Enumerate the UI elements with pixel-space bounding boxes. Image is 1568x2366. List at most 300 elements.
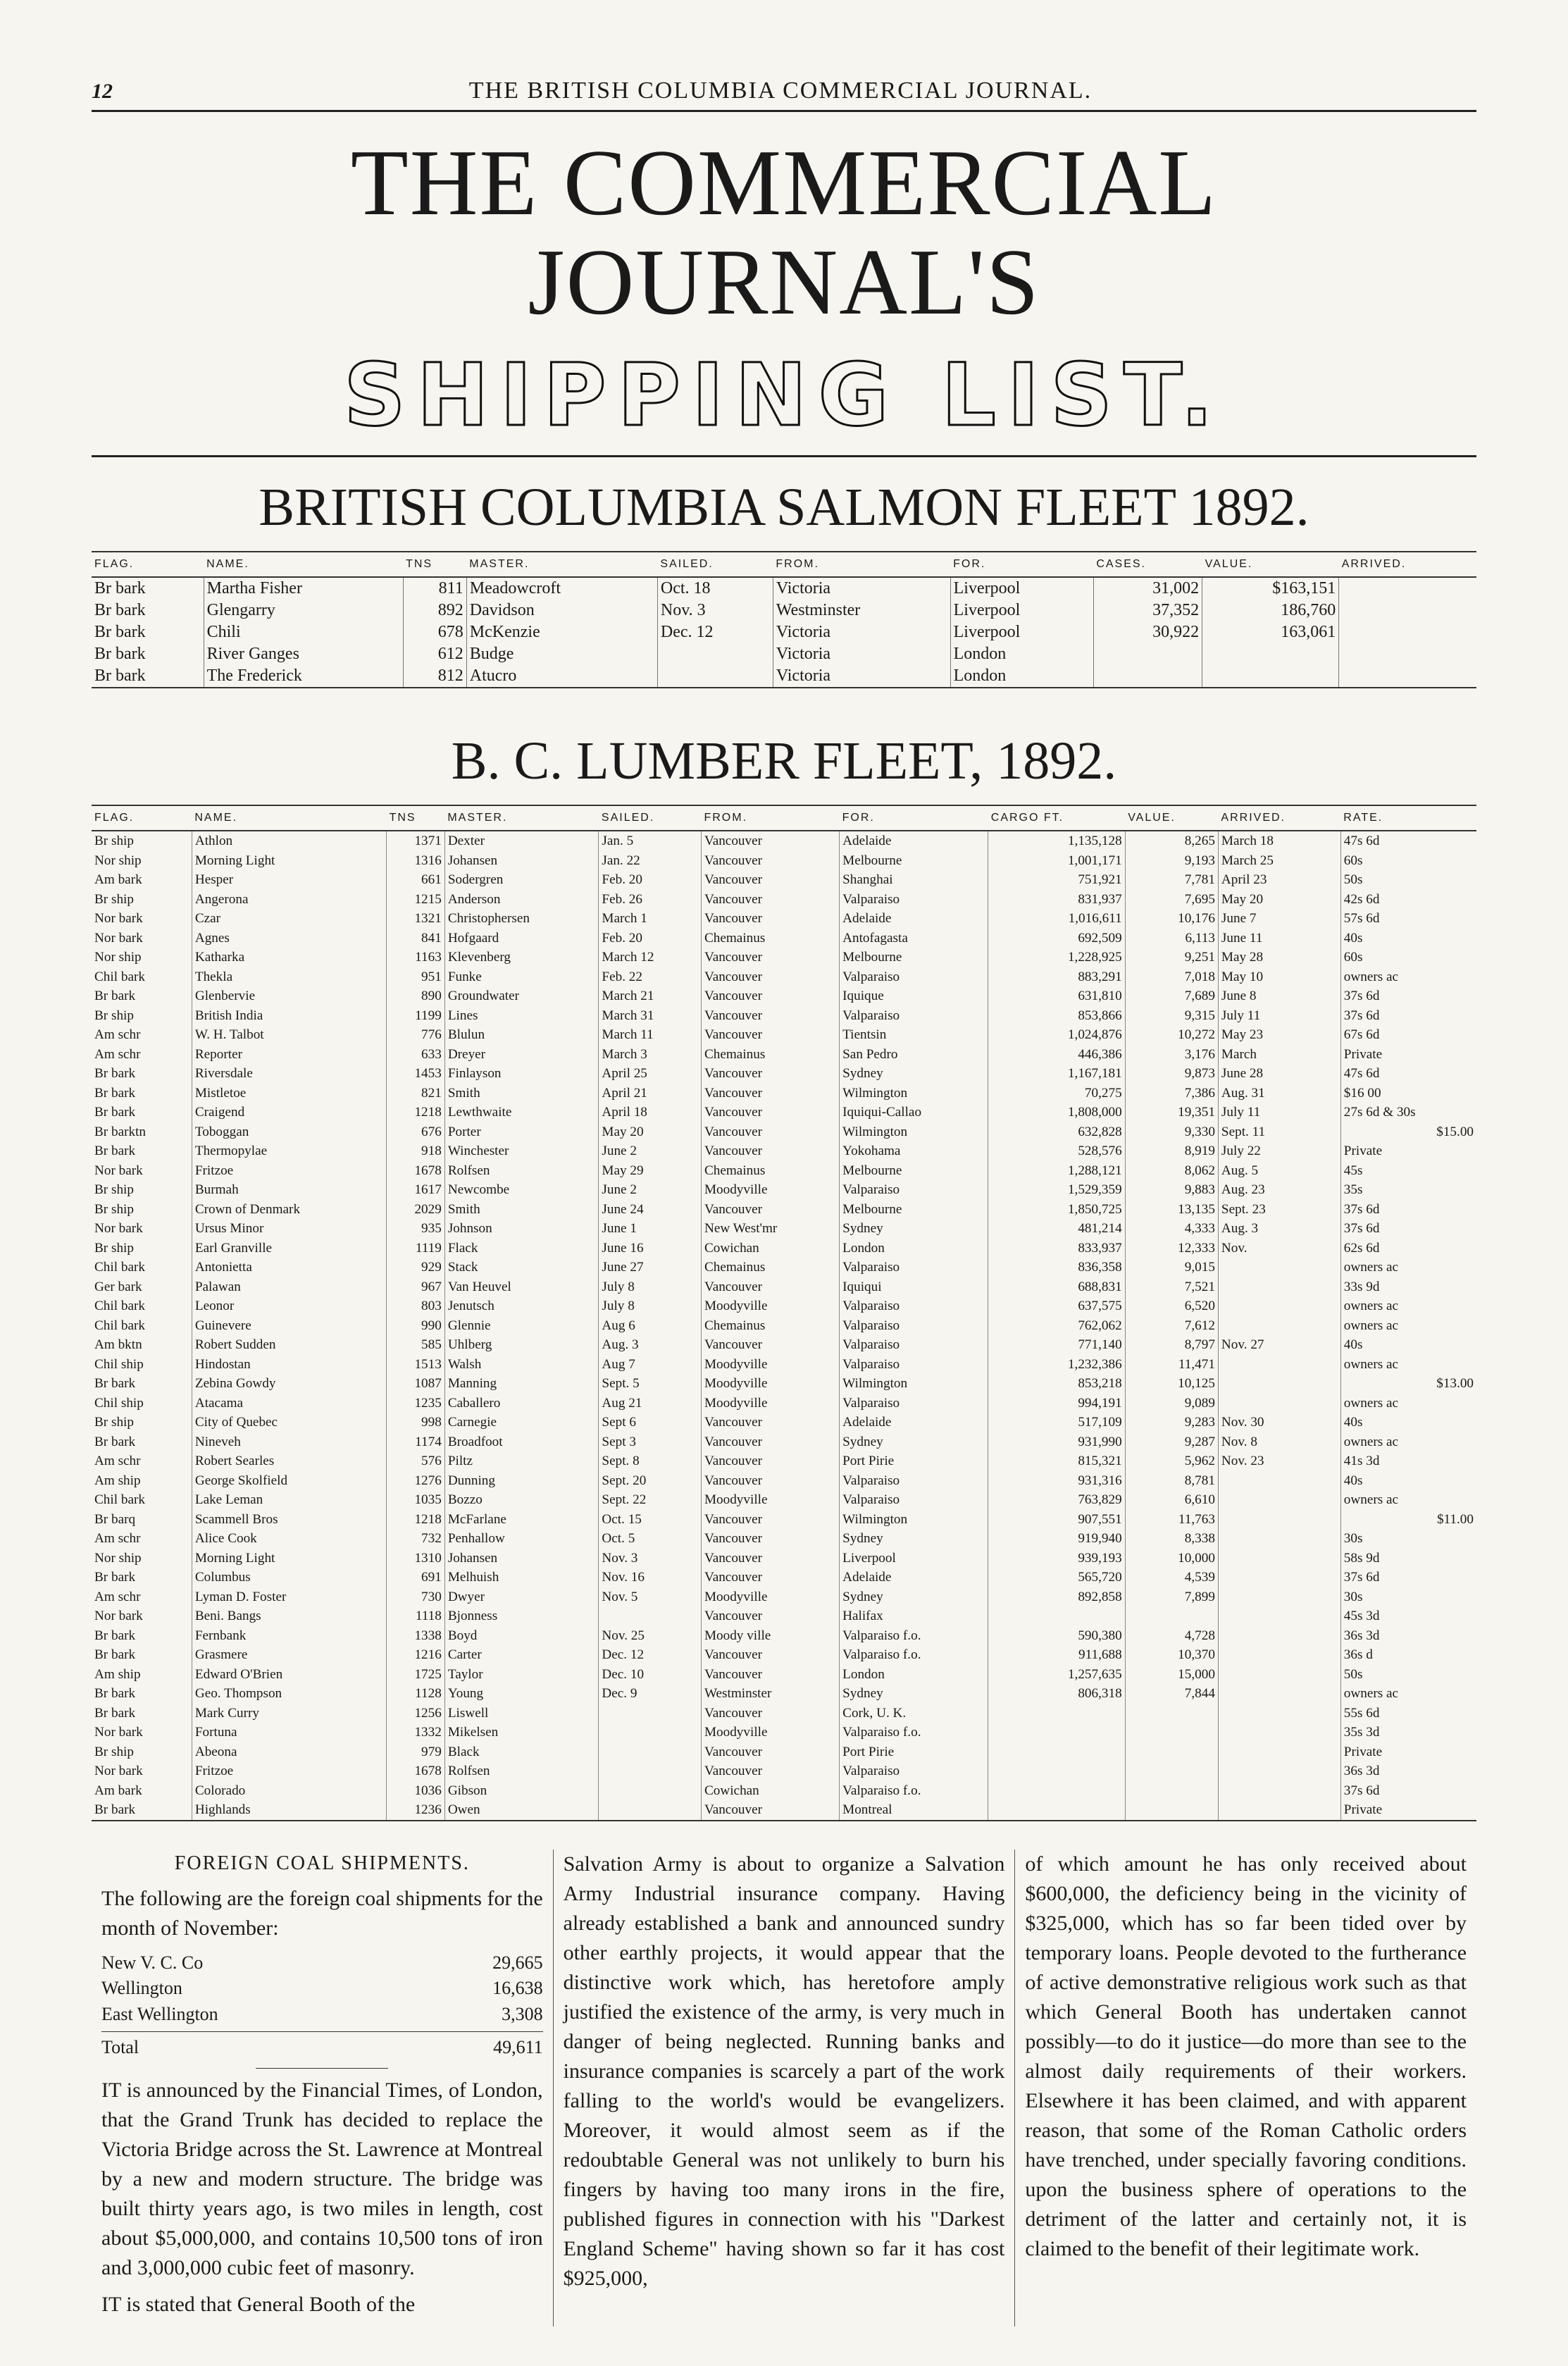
table-cell: Chemainus [701,929,839,948]
table-cell: 9,089 [1125,1394,1218,1413]
article-booth-continued: of which amount he has only received about $600,000, the deficiency being in the vicinity of $325,000, which has so far been tided over by temporary loans. People devoted to the furtherance of active demonstrative religious work such as that which General Booth has undertaken cannot possibly—to do it justice—do more than see to the almost daily requirements of their workers. Elsewhere it has been claimed, and with apparent reason, that some of the Roman Catholic orders have trenched, under specially favoring conditions. upon the business sphere of operations to the detriment of the latter and certainly not, it is claimed to the benefit of their legitimate work. [1025,1852,1467,2260]
table-cell: Vancouver [701,909,839,929]
table-cell: 6,520 [1125,1296,1218,1316]
table-cell: Victoria [773,621,950,643]
table-cell: 688,831 [988,1277,1125,1297]
table-cell: 1,232,386 [988,1355,1125,1375]
table-cell: 10,125 [1125,1374,1218,1394]
table-cell: July 8 [599,1277,702,1297]
table-cell: Port Pirie [840,1742,988,1762]
table-cell: 36s 3d [1340,1761,1476,1781]
table-cell: 36s d [1340,1645,1476,1665]
table-cell: Highlands [192,1800,386,1821]
table-cell: 1,808,000 [988,1103,1125,1122]
table-cell: Funke [444,967,599,987]
table-cell [988,1742,1125,1762]
table-cell: Am schr [94,1046,141,1062]
table-cell: 7,781 [1125,870,1218,890]
table-cell: Sydney [840,1219,988,1239]
table-cell [599,1723,702,1742]
coal-intro: The following are the foreign coal shipments for the month of November: [101,1887,543,1940]
table-cell: 7,386 [1125,1084,1218,1103]
table-cell: 1316 [387,851,445,871]
table-cell: 1218 [387,1510,445,1530]
table-cell: 1,167,181 [988,1064,1125,1084]
table-cell: 1087 [387,1374,445,1394]
table-cell: 35s [1340,1180,1476,1200]
table-cell: 5,962 [1125,1451,1218,1471]
table-cell: Victoria [773,665,950,688]
table-cell: Moodyville [701,1180,839,1200]
table-row [92,1587,1476,1607]
table-cell: Smith [444,1200,599,1220]
lumber-header-cell: SAILED. [599,805,702,831]
table-row [92,1510,1476,1530]
table-cell: Melbourne [840,851,988,871]
table-cell: Vancouver [701,1761,839,1781]
table-row [92,1490,1476,1510]
table-cell: 836,358 [988,1258,1125,1277]
table-cell: 45s 3d [1340,1606,1476,1626]
table-cell: June 28 [1218,1064,1340,1084]
table-cell: 585 [387,1335,445,1355]
table-cell: Feb. 20 [599,929,702,948]
lumber-header-cell: ARRIVED. [1218,805,1340,831]
table-cell: Valparaiso [840,1258,988,1277]
table-cell: Van Heuvel [444,1277,599,1297]
table-cell: Robert Searles [192,1451,386,1471]
table-cell: 8,265 [1125,831,1218,851]
table-cell: April 25 [599,1064,702,1084]
table-cell: Christophersen [444,909,599,929]
table-cell: 7,018 [1125,967,1218,987]
table-cell [599,1742,702,1762]
table-cell: Vancouver [701,890,839,910]
table-cell: Dec. 9 [599,1684,702,1704]
table-cell: Chemainus [701,1045,839,1065]
table-cell: Dwyer [444,1587,599,1607]
table-cell: 40s [1340,1471,1476,1491]
table-cell: 1,001,171 [988,851,1125,871]
table-cell: Nov. [1218,1239,1340,1258]
table-cell: 8,781 [1125,1471,1218,1491]
table-cell: Vancouver [701,1645,839,1665]
article-column-2 [553,1850,1015,2327]
table-cell: Hofgaard [444,929,599,948]
running-header [92,78,1476,112]
table-cell: 911,688 [988,1645,1125,1665]
table-cell: The Frederick [204,665,403,688]
table-cell: Zebina Gowdy [192,1374,386,1394]
table-cell: Chil ship [94,1356,144,1372]
table-cell: Valparaiso [840,1006,988,1026]
table-cell: 9,287 [1125,1432,1218,1452]
table-cell: 10,176 [1125,909,1218,929]
table-cell: 1235 [387,1394,445,1413]
table-cell: Dec. 12 [657,621,773,643]
table-cell [1218,1510,1340,1530]
table-cell: 9,193 [1125,851,1218,871]
table-cell: owners ac [1340,1316,1476,1336]
table-cell: 806,318 [988,1684,1125,1704]
table-cell: 907,551 [988,1510,1125,1530]
table-cell: 41s 3d [1340,1451,1476,1471]
table-cell: 1,024,876 [988,1025,1125,1045]
table-cell: May 23 [1218,1025,1340,1045]
table-cell: 186,760 [1202,600,1339,621]
table-cell [1218,1800,1340,1821]
table-cell: June 8 [1218,986,1340,1006]
table-cell [1218,1742,1340,1762]
table-cell: Stack [444,1258,599,1277]
journal-title: THE BRITISH COLUMBIA COMMERCIAL JOURNAL. [468,78,1093,104]
table-cell: 1338 [387,1626,445,1646]
table-cell: Br bark [94,1376,136,1392]
table-cell: Vancouver [701,1471,839,1491]
table-cell: 990 [387,1316,445,1336]
table-row [92,1316,1476,1336]
table-cell [1218,1258,1340,1277]
table-cell: 9,015 [1125,1258,1218,1277]
lumber-header-cell: MASTER. [444,805,599,831]
table-cell: 30,922 [1093,621,1202,643]
table-cell [1202,665,1339,688]
table-cell: Angerona [192,890,386,910]
table-cell: Chil bark [94,1299,145,1314]
table-row [92,1394,1476,1413]
coal-item [101,1976,543,2001]
table-row [92,929,1476,948]
table-cell: March 1 [599,909,702,929]
table-cell: Chemainus [701,1258,839,1277]
table-cell: March 18 [1218,831,1340,851]
table-cell: Moodyville [701,1587,839,1607]
table-row [92,1549,1476,1568]
table-cell: 37s 6d [1340,1200,1476,1220]
table-cell: Vancouver [701,1704,839,1723]
table-cell: Vancouver [701,1122,839,1142]
table-cell [1218,1374,1340,1394]
table-cell [1218,1761,1340,1781]
table-cell: Vancouver [701,1103,839,1122]
table-cell: Am bktn [94,1337,142,1353]
table-row [92,1626,1476,1646]
table-cell: Sydney [840,1064,988,1084]
table-cell: Glengarry [204,600,403,621]
table-cell: 1,257,635 [988,1665,1125,1685]
table-cell: 58s 9d [1340,1549,1476,1568]
table-cell: 4,539 [1125,1568,1218,1587]
table-cell: Yokohama [840,1141,988,1161]
table-cell: 1,135,128 [988,831,1125,851]
table-cell: Aug. 3 [1218,1219,1340,1239]
table-cell: 637,575 [988,1296,1125,1316]
table-cell: Aug 21 [599,1394,702,1413]
table-cell [1125,1800,1218,1821]
table-cell: Aug 6 [599,1316,702,1336]
table-cell: 939,193 [988,1549,1125,1568]
table-row [92,1432,1476,1452]
table-cell: Morning Light [192,851,386,871]
coal-total [101,2031,543,2060]
table-cell: owners ac [1340,967,1476,987]
table-cell: Cork, U. K. [840,1704,988,1723]
table-cell: Grasmere [192,1645,386,1665]
table-cell: San Pedro [840,1045,988,1065]
table-cell: July 11 [1218,1103,1340,1122]
table-cell: Thekla [192,967,386,987]
table-cell [1125,1704,1218,1723]
table-cell [1218,1723,1340,1742]
table-cell: Newcombe [444,1180,599,1200]
table-cell: Valparaiso [840,1761,988,1781]
table-cell: 1215 [387,890,445,910]
table-cell: Abeona [192,1742,386,1762]
table-cell: Br bark [94,579,146,598]
table-cell: Valparaiso [840,1394,988,1413]
table-cell: Black [444,1742,599,1762]
table-cell: Dec. 12 [599,1645,702,1665]
table-cell: Owen [444,1800,599,1821]
table-cell: 1163 [387,948,445,967]
table-cell: Toboggan [192,1122,386,1142]
table-cell: Br bark [94,1085,136,1101]
table-cell: Br bark [94,601,146,620]
table-cell: Vancouver [701,1742,839,1762]
table-cell: Moodyville [701,1355,839,1375]
table-cell: Nov. 3 [657,600,773,621]
table-cell: Sept. 11 [1218,1122,1340,1142]
table-cell: Budge [466,643,657,665]
table-cell: Finlayson [444,1064,599,1084]
table-cell: Guinevere [192,1316,386,1336]
table-cell: 1035 [387,1490,445,1510]
table-cell: Fritzoe [192,1161,386,1181]
coal-item-value: 16,638 [492,1978,543,1999]
table-cell: Fernbank [192,1626,386,1646]
salmon-fleet-table [92,551,1476,688]
table-cell: 30s [1340,1587,1476,1607]
table-cell [1218,1606,1340,1626]
table-row [92,1335,1476,1355]
table-cell: 811 [403,577,466,600]
table-cell: 36s 3d [1340,1626,1476,1646]
lumber-header-row [92,805,1476,831]
table-cell: Vancouver [701,1549,839,1568]
table-cell: 45s [1340,1161,1476,1181]
table-cell: 1236 [387,1800,445,1821]
table-cell [1218,1549,1340,1568]
table-cell: Aug. 23 [1218,1180,1340,1200]
table-cell: Fritzoe [192,1761,386,1781]
lumber-header-cell: NAME. [192,805,386,831]
table-cell: 1174 [387,1432,445,1452]
table-cell: 13,135 [1125,1200,1218,1220]
table-cell: British India [192,1006,386,1026]
table-cell: Penhallow [444,1529,599,1549]
table-cell: Br bark [94,1434,136,1449]
table-cell: Young [444,1684,599,1704]
table-cell: Bozzo [444,1490,599,1510]
table-cell: Leonor [192,1296,386,1316]
table-cell: Liverpool [840,1549,988,1568]
table-cell: 1118 [387,1606,445,1626]
table-cell: 1,850,725 [988,1200,1125,1220]
table-cell: Liverpool [950,600,1093,621]
table-cell: Chil bark [94,1318,145,1333]
table-cell: Vancouver [701,1568,839,1587]
table-cell: Earl Granville [192,1239,386,1258]
table-row [92,1296,1476,1316]
table-cell: Am bark [94,1783,142,1798]
table-cell: Meadowcroft [466,577,657,600]
table-cell: June 11 [1218,929,1340,948]
table-cell: Br barq [94,1511,136,1527]
table-cell [599,1781,702,1801]
table-cell: Czar [192,909,386,929]
table-cell: May 20 [1218,890,1340,910]
table-cell [1339,665,1476,688]
table-cell: 678 [403,621,466,643]
table-cell: Mistletoe [192,1084,386,1103]
table-cell [988,1723,1125,1742]
table-cell: Adelaide [840,1413,988,1432]
table-row [92,1568,1476,1587]
table-cell: Valparaiso f.o. [840,1626,988,1646]
table-cell: Br ship [94,1008,134,1023]
table-row [92,1704,1476,1723]
table-cell: Private [1340,1141,1476,1161]
table-cell: Sodergren [444,870,599,890]
table-cell: London [950,665,1093,688]
table-cell: 892 [403,600,466,621]
table-cell: owners ac [1340,1296,1476,1316]
table-cell: 6,610 [1125,1490,1218,1510]
lumber-header-cell: CARGO FT. [988,805,1125,831]
table-cell: 631,810 [988,986,1125,1006]
table-cell: Vancouver [701,1025,839,1045]
table-cell: 7,899 [1125,1587,1218,1607]
table-cell: Am schr [94,1454,141,1469]
table-cell: 691 [387,1568,445,1587]
table-cell [1218,1568,1340,1587]
table-cell: Atucro [466,665,657,688]
table-cell: Atacama [192,1394,386,1413]
table-cell: Valparaiso f.o. [840,1781,988,1801]
table-cell: Ger bark [94,1279,142,1294]
table-cell: 1371 [387,831,445,851]
table-cell: Sept 6 [599,1413,702,1432]
table-cell: 1678 [387,1761,445,1781]
table-cell: Agnes [192,929,386,948]
table-cell: 10,370 [1125,1645,1218,1665]
table-cell: March 25 [1218,851,1340,871]
table-row [92,1258,1476,1277]
table-cell: 4,333 [1125,1219,1218,1239]
table-cell: 3,176 [1125,1045,1218,1065]
coal-item-name: New V. C. Co [101,1952,204,1974]
table-cell: Sydney [840,1432,988,1452]
table-cell: Mikelsen [444,1723,599,1742]
table-cell: 1128 [387,1684,445,1704]
salmon-header-cell: VALUE. [1202,552,1339,577]
table-cell: 528,576 [988,1141,1125,1161]
table-row [92,665,1476,688]
table-cell: Vancouver [701,948,839,967]
table-cell: June 16 [599,1239,702,1258]
table-cell: River Ganges [204,643,403,665]
coal-list [101,1950,543,2027]
table-cell: 967 [387,1277,445,1297]
table-cell: Moodyville [701,1723,839,1742]
salmon-body [92,577,1476,688]
table-cell: July 22 [1218,1141,1340,1161]
table-cell: 8,062 [1125,1161,1218,1181]
table-cell: Caballero [444,1394,599,1413]
table-row [92,1006,1476,1026]
table-row [92,1761,1476,1781]
table-cell: 815,321 [988,1451,1125,1471]
table-cell: 1678 [387,1161,445,1181]
table-cell: McFarlane [444,1510,599,1530]
table-cell: 853,866 [988,1006,1125,1026]
table-cell [988,1781,1125,1801]
table-row [92,1355,1476,1375]
coal-item-value: 29,665 [492,1952,543,1974]
table-row [92,1045,1476,1065]
salmon-header-cell: NAME. [204,552,403,577]
table-cell: Vancouver [701,967,839,987]
table-cell: 37s 6d [1340,1006,1476,1026]
table-cell: April 23 [1218,870,1340,890]
table-cell: June 2 [599,1141,702,1161]
table-cell: Oct. 18 [657,577,773,600]
table-cell: 57s 6d [1340,909,1476,929]
table-cell: Moody ville [701,1626,839,1646]
table-cell: 40s [1340,1413,1476,1432]
table-cell: Walsh [444,1355,599,1375]
divider [92,455,1476,457]
table-cell: Br bark [92,665,204,688]
lumber-header-cell: VALUE. [1125,805,1218,831]
table-cell: 7,521 [1125,1277,1218,1297]
table-cell: Sydney [840,1587,988,1607]
table-cell: March 3 [599,1045,702,1065]
table-cell [1093,643,1202,665]
table-cell: Am schr [94,1531,141,1547]
table-row [92,1374,1476,1394]
table-cell: 1256 [387,1704,445,1723]
table-row [92,1200,1476,1220]
table-cell [1339,643,1476,665]
table-cell: Sept. 22 [599,1490,702,1510]
table-cell: 979 [387,1742,445,1762]
table-cell: Johnson [444,1219,599,1239]
table-cell [1218,1684,1340,1704]
table-cell: Br ship [94,1240,134,1256]
table-cell: Davidson [466,600,657,621]
table-cell: Carter [444,1645,599,1665]
table-cell: Vancouver [701,1006,839,1026]
table-cell: 62s 6d [1340,1239,1476,1258]
table-cell: Anderson [444,890,599,910]
table-cell: 30s [1340,1529,1476,1549]
table-cell [1125,1761,1218,1781]
table-cell: Adelaide [840,831,988,851]
table-cell: Vancouver [701,1277,839,1297]
table-row [92,948,1476,967]
table-cell [1125,1723,1218,1742]
